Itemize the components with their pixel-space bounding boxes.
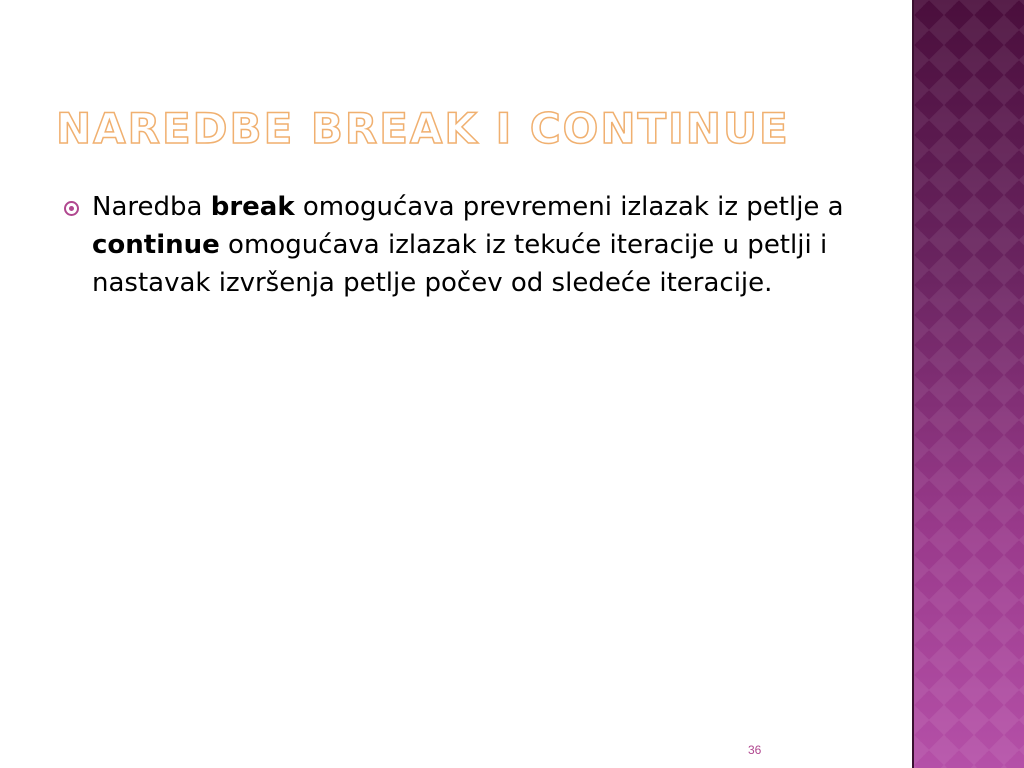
bullet-text xyxy=(92,188,850,302)
slide-content xyxy=(60,188,850,302)
slide-title: NAREDBE BREAK I CONTINUE xyxy=(56,104,790,153)
bullet-text-part1: Naredba xyxy=(92,192,211,222)
bullet-item xyxy=(60,188,850,302)
bullet-text-part3: omogućava izlazak iz tekuće iteracije u petlji i nastavak izvršenja petlje počev od sledeće iteracije. xyxy=(92,230,828,298)
keyword-continue: continue xyxy=(92,230,220,260)
decorative-sidebar xyxy=(912,0,1024,768)
keyword-break: break xyxy=(210,192,295,222)
bullet-text-part2: omogućava prevremeni izlazak iz petlje a xyxy=(294,192,844,222)
slide-number: 36 xyxy=(748,743,762,757)
radio-bullet-icon xyxy=(64,201,79,216)
